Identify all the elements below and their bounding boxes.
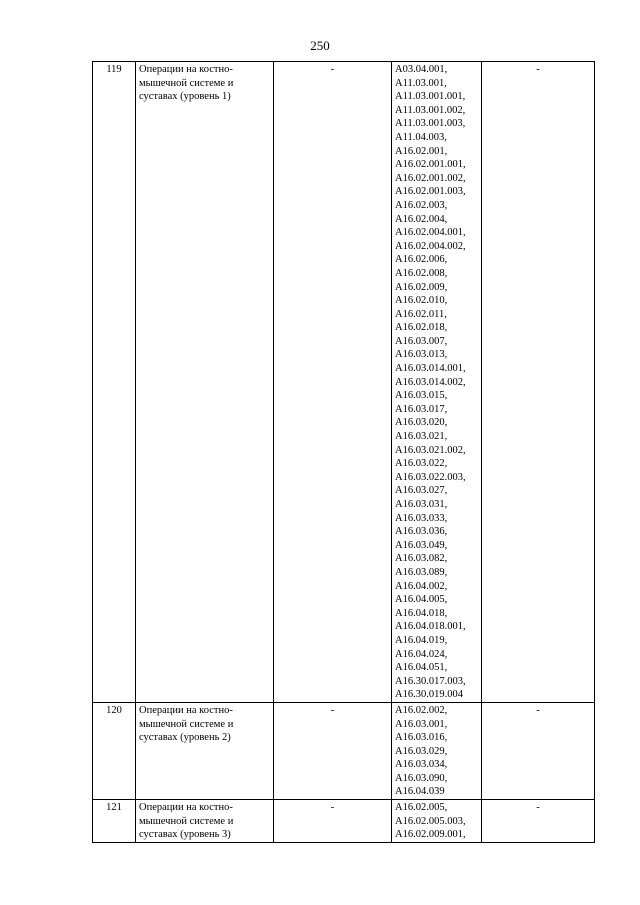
column-5-cell: - — [482, 62, 595, 703]
service-code: A16.03.022.003, — [395, 471, 466, 483]
service-code: A03.04.001, — [395, 64, 448, 75]
service-code: A16.02.004, — [395, 213, 448, 225]
service-code: A16.02.011, — [395, 308, 447, 320]
service-code: A16.03.013, — [395, 349, 448, 361]
service-code: A16.02.001.002, — [395, 172, 466, 184]
row-number-cell: 119 — [93, 62, 136, 703]
page-number: 250 — [310, 38, 330, 53]
service-code: A16.03.017, — [395, 403, 448, 415]
service-code: A16.02.002, — [395, 704, 448, 716]
service-code: A16.02.010, — [395, 295, 448, 307]
codes-cell — [392, 702, 482, 799]
service-code: A16.04.018.001, — [395, 621, 466, 633]
service-code: A16.02.009, — [395, 281, 448, 293]
operation-name-cell — [136, 62, 274, 703]
service-code: A11.03.001, — [395, 77, 447, 89]
service-code: A16.02.006, — [395, 254, 448, 266]
service-code: A16.02.008, — [395, 267, 448, 279]
service-code: A16.02.001.001, — [395, 159, 466, 171]
service-code: A11.03.001.003, — [395, 118, 466, 130]
service-code: A16.03.022, — [395, 458, 448, 470]
service-code: A16.02.005, — [395, 802, 448, 814]
service-code: A16.02.005.003, — [395, 815, 466, 827]
operation-name-line: мышечной системе и — [139, 77, 234, 89]
service-code: A16.02.004.002, — [395, 240, 466, 252]
service-code: A16.02.009.001, — [395, 829, 466, 841]
service-code: A16.30.019.004 — [395, 689, 463, 701]
operation-name-line: Операции на костно- — [139, 802, 233, 814]
service-code: A16.03.014.001, — [395, 363, 466, 375]
column-5-cell: - — [482, 702, 595, 799]
service-code: A16.03.015, — [395, 390, 448, 402]
service-code: A16.03.021.002, — [395, 444, 466, 456]
service-code: A16.02.004.001, — [395, 227, 466, 239]
service-code: A16.04.019, — [395, 634, 448, 646]
operation-name-line: мышечной системе и — [139, 815, 234, 827]
column-5-cell: - — [482, 800, 595, 843]
service-code: A16.03.027, — [395, 485, 448, 497]
operation-name-line: суставах (уровень 3) — [139, 829, 231, 841]
service-code: A16.03.036, — [395, 526, 448, 538]
service-code: A16.04.051, — [395, 662, 448, 674]
table-body — [93, 62, 595, 843]
service-code: A16.02.018, — [395, 322, 448, 334]
service-code: A16.03.034, — [395, 759, 448, 771]
column-3-cell: - — [274, 702, 392, 799]
service-code: A16.03.082, — [395, 553, 448, 565]
service-code: A16.03.049, — [395, 539, 448, 551]
codes-cell — [392, 800, 482, 843]
service-code: A16.03.033, — [395, 512, 448, 524]
service-code: A16.03.029, — [395, 745, 448, 757]
operation-name-line: суставах (уровень 1) — [139, 91, 231, 103]
operation-name-line: суставах (уровень 2) — [139, 732, 231, 744]
codes-table — [92, 61, 595, 843]
service-code: A16.03.090, — [395, 772, 448, 784]
service-code: A16.03.014.002, — [395, 376, 466, 388]
codes-cell — [392, 62, 482, 703]
operation-name-line: Операции на костно- — [139, 704, 233, 716]
table-row — [93, 800, 595, 843]
operation-name-cell — [136, 702, 274, 799]
service-code: A16.03.007, — [395, 335, 448, 347]
service-code: A16.03.001, — [395, 718, 448, 730]
service-code: A16.04.002, — [395, 580, 448, 592]
service-code: A16.02.001.003, — [395, 186, 466, 198]
operation-name-cell — [136, 800, 274, 843]
service-code: A16.03.089, — [395, 566, 448, 578]
column-3-cell: - — [274, 62, 392, 703]
operation-name-line: Операции на костно- — [139, 64, 233, 75]
service-code: A16.04.018, — [395, 607, 448, 619]
service-code: A16.04.039 — [395, 786, 445, 798]
row-number-cell: 120 — [93, 702, 136, 799]
service-code: A16.02.001, — [395, 145, 448, 157]
row-number-cell: 121 — [93, 800, 136, 843]
service-code: A16.03.021, — [395, 431, 448, 443]
service-code: A16.02.003, — [395, 199, 448, 211]
service-code: A16.04.005, — [395, 594, 448, 606]
table-row — [93, 702, 595, 799]
service-code: A16.04.024, — [395, 648, 448, 660]
service-code: A11.03.001.002, — [395, 104, 466, 116]
service-code: A11.04.003, — [395, 131, 447, 143]
column-3-cell: - — [274, 800, 392, 843]
service-code: A16.30.017.003, — [395, 675, 466, 687]
service-code: A16.03.016, — [395, 732, 448, 744]
service-code: A11.03.001.001, — [395, 91, 466, 103]
operation-name-line: мышечной системе и — [139, 718, 234, 730]
service-code: A16.03.020, — [395, 417, 448, 429]
table-row — [93, 62, 595, 703]
service-code: A16.03.031, — [395, 499, 448, 510]
